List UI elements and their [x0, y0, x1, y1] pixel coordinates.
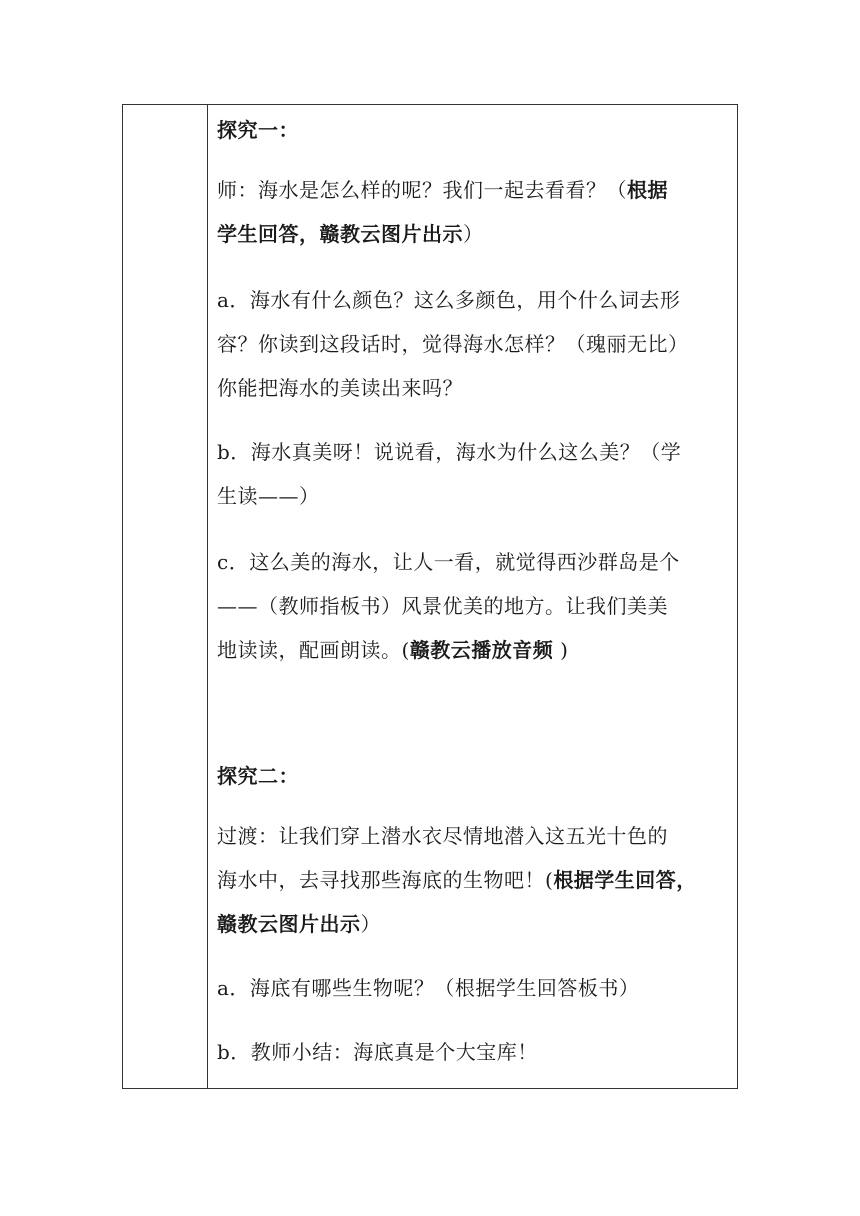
- section1-pa-line3: 你能把海水的美读出来吗？: [217, 376, 463, 400]
- text-span: ): [553, 638, 569, 662]
- text-span: ）: [360, 912, 381, 936]
- section1-pc-line2: ——（教师指板书）风景优美的地方。让我们美美: [217, 594, 668, 618]
- section2-pa: a．海底有哪些生物呢？（根据学生回答板书）: [217, 976, 640, 1000]
- text-span: 地读读，配画朗读。(: [217, 638, 410, 662]
- left-column-cell: [123, 105, 208, 1088]
- text-span: 师：海水是怎么样的呢？我们一起去看看？（: [217, 178, 627, 202]
- section2-heading: 探究二：: [217, 764, 299, 788]
- section1-pb-line1: b．海水真美呀！说说看，海水为什么这么美？（学: [217, 440, 682, 464]
- text-span: 海水中，去寻找那些海底的生物吧！(: [217, 868, 554, 892]
- text-span-bold: 赣教云播放音频: [409, 638, 554, 662]
- section1-pc-line3: [217, 638, 568, 662]
- section2-pb: b．教师小结：海底真是个大宝库！: [217, 1040, 538, 1064]
- text-span-bold: 根据: [627, 178, 668, 202]
- section1-heading: 探究一：: [217, 118, 299, 142]
- section1-p1-line1: [217, 178, 668, 202]
- section1-pa-line2: 容？你读到这段话时，觉得海水怎样？（瑰丽无比）: [217, 332, 689, 356]
- text-span-bold: 赣教云图片出示: [217, 912, 361, 936]
- text-span-bold: 根据学生回答，: [553, 868, 697, 892]
- section2-p1-line2: [217, 868, 697, 892]
- section1-pb-line2: 生读——）: [217, 484, 320, 508]
- section1-pc-line1: c．这么美的海水，让人一看，就觉得西沙群岛是个: [217, 550, 680, 574]
- text-span-bold: 学生回答，赣教云图片出示: [217, 222, 463, 246]
- section2-p1-line1: 过渡：让我们穿上潜水衣尽情地潜入这五光十色的: [217, 824, 668, 848]
- text-span: ）: [463, 222, 484, 246]
- section1-pa-line1: a．海水有什么颜色？这么多颜色，用个什么词去形: [217, 288, 681, 312]
- section2-p1-line3: [217, 912, 381, 936]
- section1-p1-line2: [217, 222, 484, 246]
